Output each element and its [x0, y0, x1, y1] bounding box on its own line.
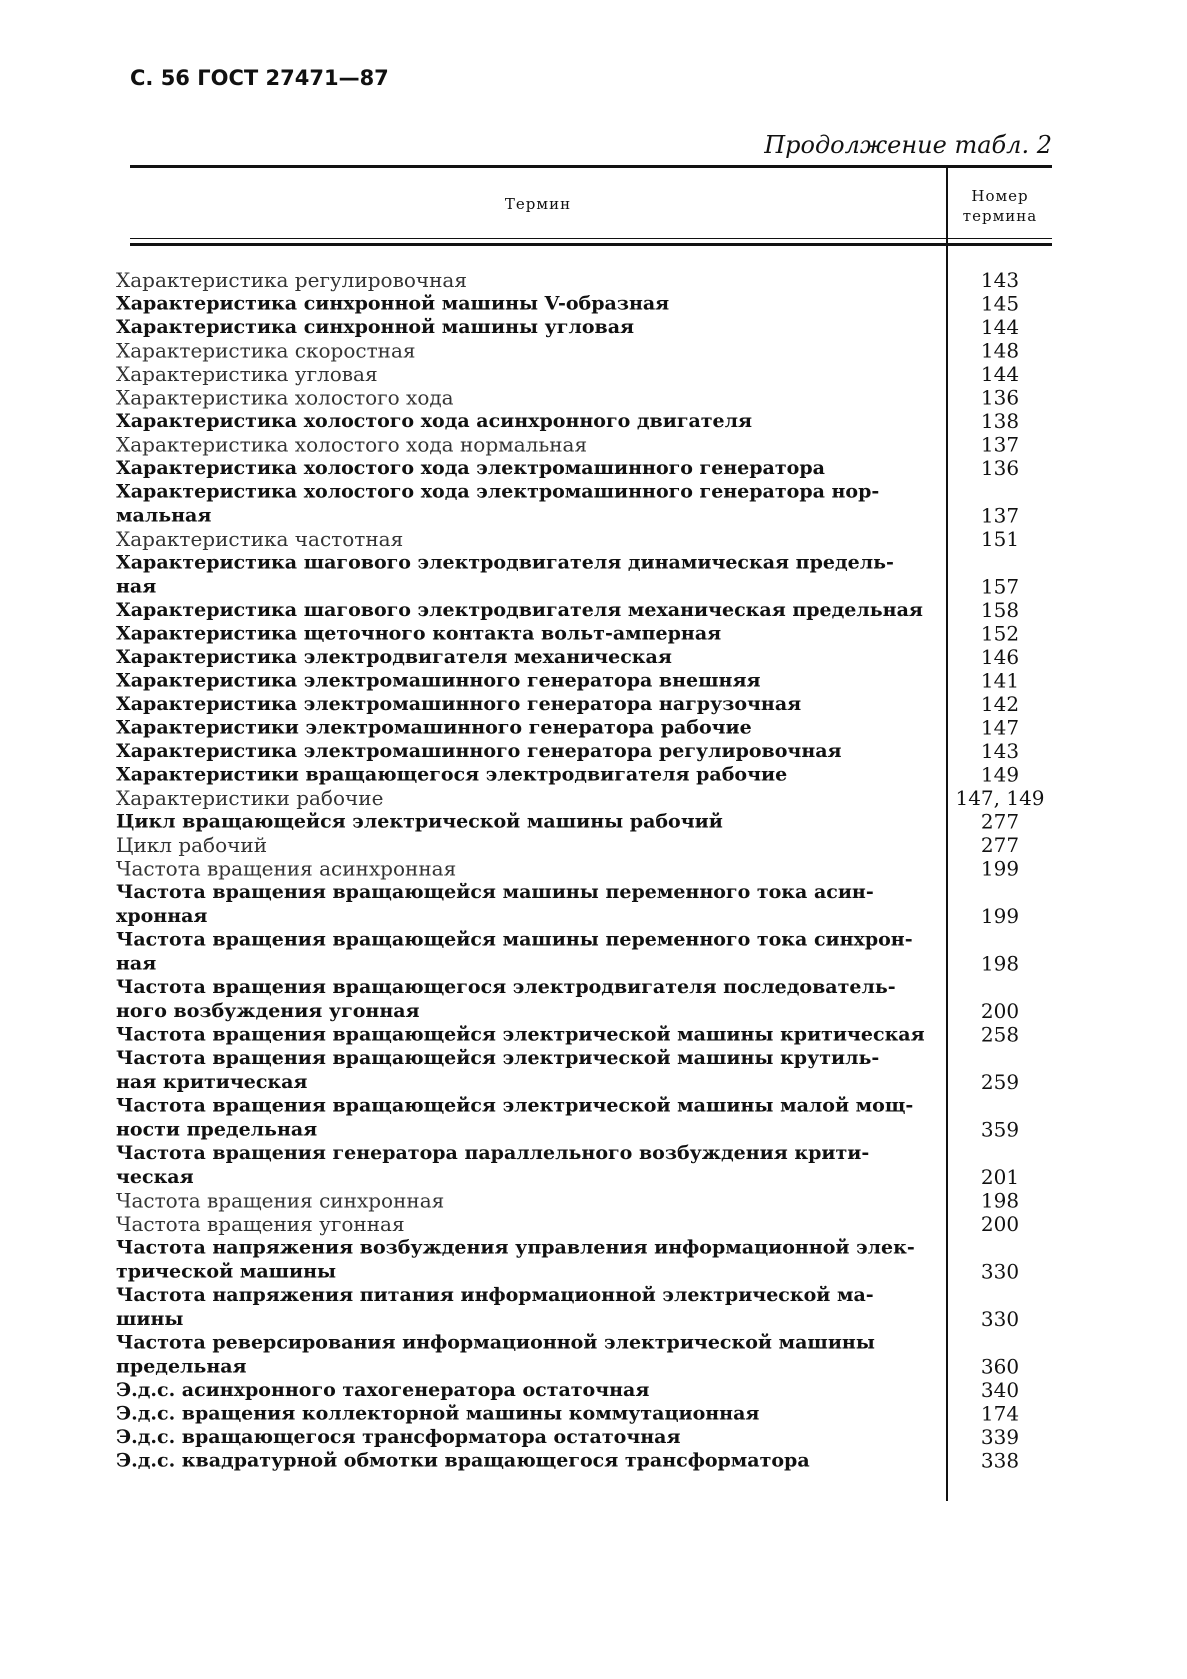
term-line: Характеристика электромашинного генератора регулировочная	[116, 740, 842, 762]
term-line: ного возбуждения угонная	[116, 1000, 420, 1022]
term-line: Частота вращения синхронная	[116, 1188, 445, 1213]
term-line: Характеристика холостого хода электромашинного генератора	[116, 457, 825, 479]
term-line: Частота вращения вращающейся машины переменного тока синхрон-	[116, 928, 913, 951]
term-line: Характеристики вращающегося электродвигателя рабочие	[116, 763, 788, 786]
term-number: 330	[980, 1307, 1020, 1331]
term-text	[116, 409, 916, 433]
term-text	[116, 292, 916, 316]
term-text	[116, 433, 916, 457]
term-text	[116, 763, 916, 787]
term-text	[116, 456, 916, 480]
term-line: Э.д.с. вращающегося трансформатора остаточная	[116, 1426, 681, 1448]
term-number: 138	[980, 409, 1020, 433]
term-text	[116, 645, 916, 669]
term-line: Частота напряжения питания информационной электрической ма-	[116, 1284, 874, 1306]
term-number: 145	[980, 291, 1020, 316]
term-number: 149	[980, 762, 1020, 787]
term-number: 144	[980, 362, 1020, 386]
term-line: Характеристика щеточного контакта вольт-амперная	[116, 622, 722, 645]
term-line: трической машины	[116, 1260, 337, 1283]
term-line: Частота реверсирования информационной электрической машины	[116, 1331, 875, 1354]
term-text	[116, 1402, 916, 1426]
term-text	[116, 833, 916, 857]
term-line: Характеристика синхронной машины угловая	[116, 316, 635, 338]
term-text	[116, 362, 916, 386]
term-text	[116, 527, 916, 551]
term-text	[116, 1094, 916, 1142]
term-line: Характеристика электродвигателя механическая	[116, 646, 672, 668]
term-number: 277	[980, 809, 1020, 834]
term-text	[116, 669, 916, 693]
term-line: Частота вращения угонная	[116, 1212, 405, 1236]
term-line: ческая	[116, 1166, 194, 1188]
term-text	[116, 1331, 916, 1379]
term-number: 146	[980, 645, 1020, 669]
term-line: Характеристика скоростная	[116, 338, 416, 363]
term-number: 199	[980, 904, 1020, 928]
term-number: 198	[980, 1188, 1020, 1213]
term-number: 137	[980, 432, 1020, 457]
term-number: 137	[980, 503, 1020, 528]
page-header: С. 56 ГОСТ 27471—87	[130, 66, 389, 90]
term-line: Характеристика угловая	[116, 362, 378, 386]
term-line: Характеристики рабочие	[116, 786, 384, 810]
term-text	[116, 880, 916, 928]
column-header-number: Номер термина	[962, 187, 1038, 225]
term-text	[116, 975, 916, 1023]
term-text	[116, 692, 916, 716]
term-line: Характеристика электромашинного генератора нагрузочная	[116, 693, 802, 715]
term-text	[116, 1425, 916, 1449]
term-number: 144	[980, 315, 1020, 339]
term-line: Характеристика шагового электродвигателя механическая предельная	[116, 599, 923, 621]
term-line: ности предельная	[116, 1118, 318, 1141]
term-number: 359	[980, 1117, 1020, 1142]
term-number: 277	[980, 833, 1020, 857]
term-number: 201	[980, 1165, 1020, 1189]
column-header-term: Термин	[504, 195, 572, 213]
term-number: 147	[980, 715, 1020, 740]
header-bottom-rule	[130, 238, 1052, 246]
term-line: ная	[116, 952, 157, 975]
term-text	[116, 1046, 916, 1094]
term-line: Частота вращения вращающейся электрической машины малой мощ-	[116, 1094, 914, 1117]
term-line: мальная	[116, 504, 212, 527]
term-line: ная критическая	[116, 1071, 308, 1093]
term-number: 200	[980, 1212, 1020, 1236]
term-line: Характеристика регулировочная	[116, 268, 467, 292]
term-line: Цикл вращающейся электрической машины рабочий	[116, 810, 723, 833]
term-line: Частота напряжения возбуждения управления информационной элек-	[116, 1236, 915, 1259]
term-number: 338	[980, 1448, 1020, 1473]
term-line: Цикл рабочий	[116, 833, 268, 857]
term-line: Э.д.с. асинхронного тахогенератора остаточная	[116, 1379, 650, 1401]
term-line: Характеристика частотная	[116, 527, 404, 551]
term-line: Частота вращения вращающейся машины переменного тока асин-	[116, 881, 874, 903]
term-line: Характеристика шагового электродвигателя динамическая предель-	[116, 551, 894, 574]
term-text	[116, 1212, 916, 1236]
term-number: 152	[980, 621, 1020, 646]
term-text	[116, 857, 916, 881]
term-text	[116, 598, 923, 622]
term-number: 174	[980, 1401, 1020, 1426]
term-text	[116, 786, 916, 810]
term-line: Характеристика холостого хода асинхронного двигателя	[116, 410, 753, 432]
term-text	[116, 1189, 916, 1213]
term-number: 339	[980, 1425, 1020, 1449]
term-text	[116, 1023, 925, 1047]
term-number: 157	[980, 574, 1020, 599]
term-number: 199	[980, 856, 1020, 881]
term-text	[116, 716, 916, 740]
term-number: 198	[980, 951, 1020, 976]
term-line: Характеристика холостого хода электромашинного генератора нор-	[116, 480, 880, 503]
term-text	[116, 1283, 916, 1331]
term-text	[116, 386, 916, 410]
term-line: Характеристика электромашинного генератора внешняя	[116, 669, 761, 692]
term-text	[116, 1378, 916, 1402]
term-line: Характеристика холостого хода нормальная	[116, 432, 588, 457]
term-number: 330	[980, 1259, 1020, 1284]
term-line: Частота вращения асинхронная	[116, 856, 457, 881]
term-line: Частота вращения вращающейся электрической машины критическая	[116, 1023, 925, 1046]
term-number: 136	[980, 385, 1020, 410]
term-text	[116, 551, 916, 599]
term-line: хронная	[116, 905, 208, 927]
term-text	[116, 268, 916, 292]
term-line: Частота вращения вращающегося электродвигателя последователь-	[116, 976, 896, 998]
term-text	[116, 480, 916, 528]
term-text	[116, 622, 916, 646]
term-text	[116, 810, 916, 834]
term-line: Частота вращения вращающейся электрической машины крутиль-	[116, 1047, 880, 1069]
term-text	[116, 1449, 916, 1473]
term-text	[116, 1141, 916, 1189]
term-text	[116, 1236, 916, 1284]
term-line: Характеристика холостого хода	[116, 385, 454, 410]
term-number: 142	[980, 692, 1020, 716]
term-line: Частота вращения генератора параллельного возбуждения крити-	[116, 1142, 870, 1164]
term-line: ная	[116, 575, 157, 598]
term-line: Характеристики электромашинного генератора рабочие	[116, 716, 752, 739]
term-text	[116, 315, 916, 339]
term-line: Характеристика синхронной машины V-образная	[116, 292, 670, 315]
table-caption: Продолжение табл. 2	[764, 131, 1052, 159]
table-top-rule	[130, 165, 1052, 168]
term-number: 340	[980, 1378, 1020, 1402]
term-number: 148	[980, 338, 1020, 363]
term-number: 258	[980, 1022, 1020, 1047]
term-number: 151	[980, 527, 1020, 551]
term-text	[116, 339, 916, 363]
term-number: 143	[980, 739, 1020, 763]
term-line: предельная	[116, 1355, 247, 1378]
term-number: 143	[980, 268, 1020, 292]
term-number: 141	[980, 668, 1020, 693]
term-line: шины	[116, 1308, 184, 1330]
term-number: 360	[980, 1354, 1020, 1379]
term-number: 147, 149	[955, 786, 1045, 810]
term-line: Э.д.с. вращения коллекторной машины коммутационная	[116, 1402, 760, 1425]
term-number: 259	[980, 1070, 1020, 1094]
term-text	[116, 928, 916, 976]
term-line: Э.д.с. квадратурной обмотки вращающегося трансформатора	[116, 1449, 810, 1472]
term-number: 136	[980, 456, 1020, 480]
term-number: 158	[980, 598, 1020, 622]
term-number: 200	[980, 999, 1020, 1023]
term-text	[116, 739, 916, 763]
